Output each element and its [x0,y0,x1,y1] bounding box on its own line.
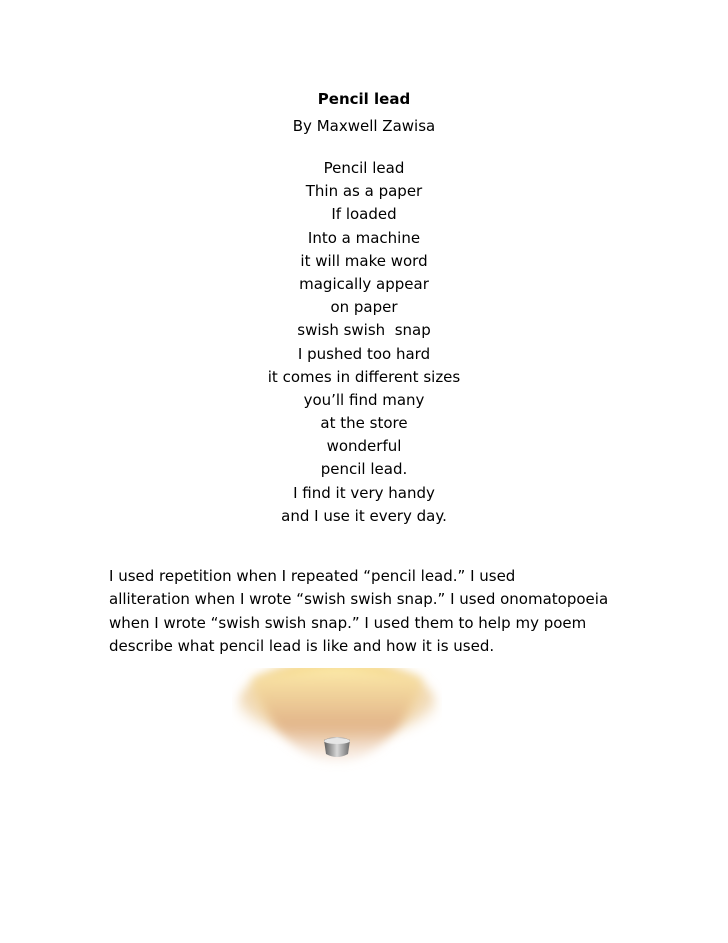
poem-line: it comes in different sizes [267,367,461,386]
poem-line: at the store [320,414,408,433]
pencil-tip-icon [232,668,442,780]
poem-line: I find it very handy [293,483,435,502]
poem-body [0,157,728,528]
poem-line: it will make word [300,251,428,270]
poem-author: By Maxwell Zawisa [292,117,436,135]
poem-line: on paper [330,298,398,317]
explanation-line: describe what pencil lead is like and how it is used. [109,636,495,655]
poem-line: pencil lead. [320,460,408,479]
poem-title: Pencil lead [317,90,411,108]
poem-line: If loaded [331,205,397,224]
poem-line: Thin as a paper [305,182,423,201]
explanation-paragraph [109,565,649,658]
poem-line: wonderful [326,437,402,456]
poem-line: Pencil lead [323,159,405,177]
explanation-line: when I wrote “swish swish snap.” I used them to help my poem [109,613,587,632]
poem-line: swish swish snap [297,321,431,340]
poem-line: I pushed too hard [297,344,431,363]
poem-line: and I use it every day. [281,506,447,525]
poem-line: magically appear [299,274,429,293]
explanation-line: I used repetition when I repeated “pencil lead.” I used [109,567,516,585]
poem-line: Into a machine [307,228,421,247]
poem-line: you’ll find many [303,390,425,409]
explanation-line: alliteration when I wrote “swish swish snap.” I used onomatopoeia [109,590,609,609]
